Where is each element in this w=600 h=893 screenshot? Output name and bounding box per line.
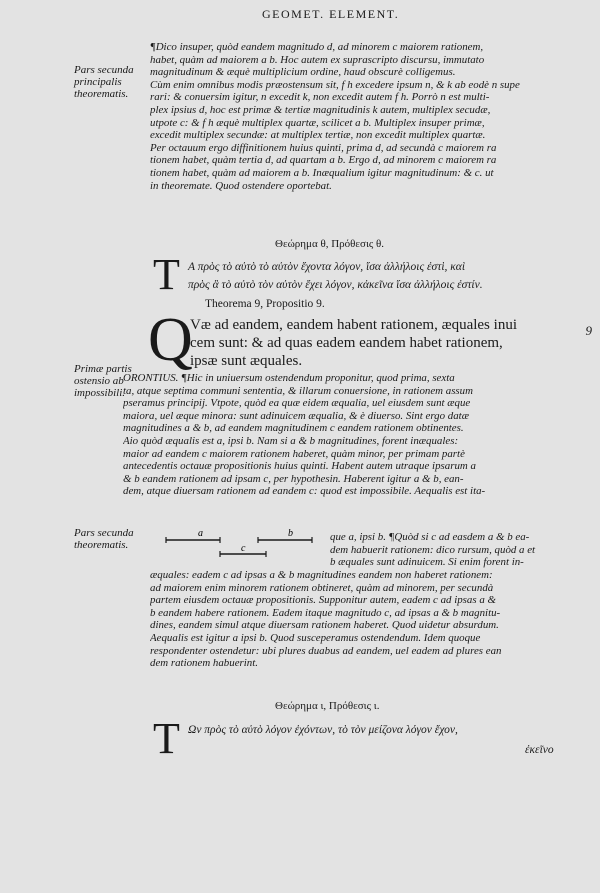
- text-line: magnitudinum & æquè multiplicium ordine, haud obscurè colligemus.: [150, 66, 456, 79]
- margin-note-line: impossibili.: [74, 387, 126, 399]
- text-line: Aio quòd æqualis est a, ipsi b. Nam si a & b magnitudines, forent inæquales:: [123, 434, 459, 447]
- latin-theorem-heading-9: Theorema 9, Propositio 9.: [205, 298, 325, 310]
- margin-note-line: principalis: [74, 76, 122, 88]
- text-line: ad maiorem enim minorem rationem obtineret, quàm ad minorem, per secundà: [150, 581, 494, 594]
- margin-note-pars-secunda: [74, 527, 134, 551]
- text-line: ORONTIUS. ¶Hic in uniuersum ostendendum proponitur, quod prima, sexta: [123, 372, 455, 384]
- greek-enunciation-line: πρὸς ἃ τὸ αὐτὸ τὸν αὐτὸν ἔχει λόγον, κἀκεῖνα ἴσα ἀλλήλοις ἐστίν.: [188, 279, 483, 291]
- line-segments-diagram: [158, 528, 318, 562]
- text-line: in theoremate. Quod ostendere oportebat.: [150, 179, 332, 192]
- text-line: b æquales sunt adinuicem. Si enim forent in-: [330, 556, 524, 569]
- running-head: GEOMET. ELEMENT.: [262, 7, 400, 21]
- margin-note-line: theorematis.: [74, 88, 129, 100]
- text-line: ¶Dico insuper, quòd eandem magnitudo d, ad minorem c maiorem rationem,: [150, 41, 484, 53]
- text-line: dem habuerit rationem: dico rursum, quòd a et: [330, 543, 536, 556]
- text-line: que a, ipsi b. ¶Quòd si c ad easdem a & b ea-: [330, 531, 530, 543]
- text-line: plex ipsius d, hoc est primæ & tertiæ magnitudinis k autem, multiplex secudæ,: [150, 103, 491, 116]
- greek-enunciation-line: Α πρὸς τὸ αὐτὸ τὸ αὐτὸν ἔχοντα λόγον, ἴσα ἀλλήλοις ἐστὶ, καὶ: [188, 261, 466, 273]
- drop-capital-q: Q: [148, 306, 193, 374]
- greek-enunciation-line: ἐκεῖνο: [525, 744, 554, 756]
- drop-capital-t-second: T: [153, 714, 180, 763]
- text-line: Aequalis est igitur a ipsi b. Quod susceperamus ostendendum. Idem quoque: [150, 631, 481, 644]
- text-line: Per octauum ergo diffinitionem huius quinti, prima d, ad secundà c maiorem ra: [150, 141, 497, 154]
- text-line: magnitudines a & b, ad eandem magnitudinem c eandem rationem obtinentes.: [123, 422, 464, 435]
- text-line: utpote c: & f h æquè multiplex quartæ, scilicet a b. Multiplex insuper primæ,: [150, 116, 485, 129]
- greek-theorem-heading-10: Θεώρημα ι, Πρόθεσις ι.: [275, 700, 380, 712]
- margin-note-line: theorematis.: [74, 539, 129, 551]
- margin-note-line: ostensio ab: [74, 375, 124, 387]
- text-line: Cùm enim omnibus modis præostensum sit, f h excedere ipsum n, & k ab eodè n supe: [150, 78, 520, 91]
- text-line: tionem habet, quàm tertia d, ad quartam a b. Ergo d, ad minorem c maiorem ra: [150, 154, 497, 167]
- proposition-number: 9: [585, 323, 592, 338]
- paragraph-aequales: [150, 569, 575, 670]
- proposition-line: Væ ad eandem, eandem habent rationem, æquales inui: [190, 317, 517, 333]
- paragraph-dico-insuper: [150, 41, 575, 192]
- diagram-label-b: b: [288, 528, 293, 539]
- paragraph-orontius: [123, 372, 575, 498]
- text-line: habet, quàm ad maiorem a b. Hoc autem ex suprascripto discursu, immutato: [150, 53, 485, 66]
- diagram-label-c: c: [241, 543, 246, 554]
- text-line: antecedentis octauæ propositionis huius quinti. Habent autem utraque ipsarum a: [123, 460, 476, 473]
- margin-note-line: Pars secunda: [74, 64, 134, 76]
- text-line: rari: & conuersim igitur, n excedit k, non excedit autem f h. Porrò n est multi-: [150, 91, 490, 104]
- margin-note-pars-secunda-principalis: [74, 64, 134, 100]
- margin-note-line: Pars secunda: [74, 527, 134, 539]
- text-line: dem, atque diuersam rationem ad eandem c: quod est impossibile. Aequalis est ita-: [123, 485, 486, 498]
- text-line: maior ad eandem c maiorem rationem haberet, quàm minor, per primam partè: [123, 447, 465, 460]
- margin-note-line: Primæ partis: [74, 363, 132, 375]
- paragraph-quod-si: [330, 531, 575, 569]
- text-line: excedit multiplex secundæ: at multiplex tertiæ, non excedit multiplex quartæ.: [150, 129, 486, 142]
- text-line: partem eiusdem octauæ propositionis. Supponitur autem, eadem c ad ipsas a &: [150, 594, 496, 607]
- diagram-label-a: a: [198, 528, 203, 539]
- text-line: tionem habet, quàm ad maiorem a b. Inæqualium igitur magnitudinum: & c. ut: [150, 166, 494, 179]
- greek-theorem-heading-9: Θεώρημα θ, Πρόθεσις θ.: [275, 238, 385, 250]
- text-line: maiora, uel æque minora: sunt adinuicem æqualia, & è diuerso. Sint ergo datæ: [123, 409, 469, 422]
- text-line: respondenter ostendetur: ubi plures duabus ad eandem, uel eadem ad plures ean: [150, 644, 502, 657]
- text-line: dem rationem habuerint.: [150, 657, 258, 670]
- proposition-line: cem sunt: & ad quas eadem eandem habet rationem,: [190, 335, 503, 351]
- text-line: pseramus principij. Vtpote, quòd ea quæ eidem æqualia, uel eiusdem sunt æque: [123, 397, 471, 410]
- text-line: b eandem habere rationem. Eadem itaque magnitudo c, ad ipsas a & b magnitu-: [150, 606, 501, 619]
- text-line: æquales: eadem c ad ipsas a & b magnitudines eandem non haberet rationem:: [150, 569, 493, 581]
- text-line: & b eandem rationem ad ipsam c, per hypothesin. Haberent igitur a & b, ean-: [123, 472, 464, 485]
- drop-capital-t: T: [153, 250, 180, 299]
- greek-enunciation-line: Ων πρὸς τὸ αὐτὸ λόγον ἐχόντων, τὸ τὸν μείζονα λόγον ἔχον,: [188, 724, 458, 736]
- proposition-line: ipsæ sunt æquales.: [190, 353, 303, 369]
- text-line: dines, eandem simul atque diuersam rationem haberet. Quod uidetur absurdum.: [150, 619, 499, 632]
- text-line: ta, atque septima communi sententia, & illarum conuersione, in rationem assum: [123, 384, 473, 397]
